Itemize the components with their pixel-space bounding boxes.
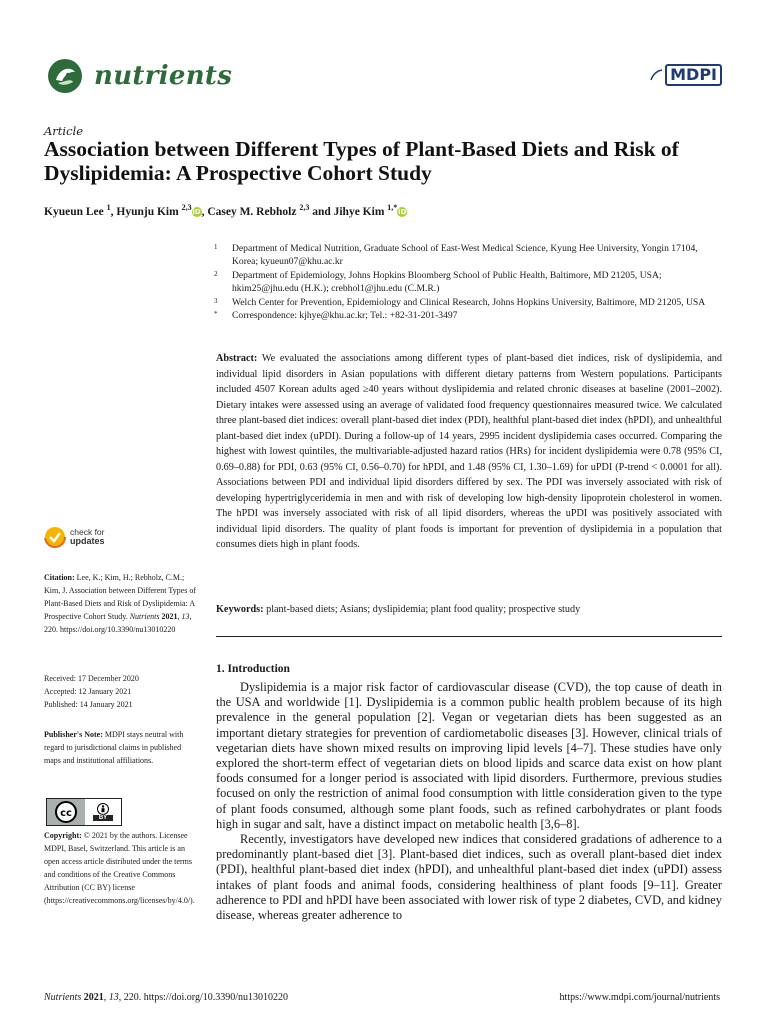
- publisher-name: MDPI: [665, 64, 722, 86]
- received-date: Received: 17 December 2020: [44, 674, 139, 683]
- footer-doi[interactable]: , 220. https://doi.org/10.3390/nu13010220: [118, 992, 289, 1003]
- citation-volume: 13: [181, 612, 190, 621]
- orcid-icon[interactable]: iD: [398, 208, 407, 217]
- abstract-text: We evaluated the associations among different types of plant-based diet indices, risk of dyslipidemia, and individual lipid disorders in Asian populations with different dietary patterns from Western populations. Participants included 4507 Korean adults aged ≥40 years without dyslipidemia and related chronic diseases at baseline (2001–2002). Dietary intakes were assessed using an average of validated food frequency questionnaires measured twice. We calculated three plant-based diet indices: overall plant-based diet index (PDI), healthful plant-based diet index (hPDI), and unhealthful plant-based diet index (uPDI). During a follow-up of 14 years, 2995 incident dyslipidemia cases occurred. Comparing the highest with lowest quintiles, the multivariable-adjusted hazard ratios (HRs) for incident dyslipidemia were 0.78 (95% CI, 0.69–0.88) for PDI, 0.63 (95% CI, 0.56–0.70) for hPDI, and 1.48 (95% CI, 1.30–1.69) for uPDI (P-trend < 0.0001 for all). Associations between PDI and individual lipid disorders differed by sex. The PDI was inversely associated with risk of developing hypertriglyceridemia in men and with risk of developing low high-density lipoprotein cholesterol in women. The hPDI was inversely associated with risk of all lipid disorders, whereas the uPDI was positively associated with individual lipid disorders. The quality of plant foods is important for prevention of dyslipidemia in a population that consumes diets high in plant foods.: [216, 353, 722, 550]
- keywords-text: plant-based diets; Asians; dyslipidemia; plant food quality; prospective study: [266, 604, 581, 615]
- citation-block: Citation: Lee, K.; Kim, H.; Rebholz, C.M.; Kim, J. Association between Different Types of Plant-Based Diets and Risk of Dyslipidemia: A Prospective Cohort Study. Nutrients 2021, 13, 220. https://doi.org/10.3390/nu13010220: [44, 573, 197, 634]
- affiliation-item: [214, 242, 724, 269]
- affiliation-text: Welch Center for Prevention, Epidemiology and Clinical Research, Johns Hopkins University, Baltimore, MD 21205, USA: [232, 296, 706, 308]
- keywords: [216, 602, 722, 617]
- journal-logo[interactable]: [44, 56, 232, 96]
- dates-block: [44, 672, 196, 711]
- article-title: Association between Different Types of Plant-Based Diets and Risk of Dyslipidemia: A Prospective Cohort Study: [44, 137, 679, 185]
- correspondence-text: Correspondence: kjhye@khu.ac.kr; Tel.: +82-31-201-3497: [232, 310, 458, 322]
- affiliation-text: Department of Medical Nutrition, Graduate School of East-West Medical Science, Kyung Hee University, Yongin 17104, Korea; kyueun07@khu.ac.kr: [232, 243, 698, 268]
- accepted-date: Accepted: 12 January 2021: [44, 687, 132, 696]
- copyright-block: [44, 829, 196, 907]
- footer-year: 2021: [83, 992, 104, 1003]
- publisher-note-label: Publisher's Note:: [44, 730, 103, 739]
- affiliation-text: Department of Epidemiology, Johns Hopkins Bloomberg School of Public Health, Baltimore, MD 21205, USA; hkim25@jhu.edu (H.K.); crebhol1@jhu.edu (C.M.R.): [232, 269, 662, 295]
- publisher-note-text: MDPI stays neutral with regard to jurisdictional claims in published maps and institutional affiliations.: [44, 730, 184, 765]
- footer-volume: 13: [108, 992, 119, 1003]
- attribution-person-icon: [97, 803, 109, 815]
- introduction-body: [216, 680, 722, 923]
- citation-journal: Nutrients: [129, 612, 160, 621]
- section-heading: 1. Introduction: [216, 663, 290, 675]
- copyright-text: © 2021 by the authors. Licensee MDPI, Basel, Switzerland. This article is an open access article distributed under the terms and conditions of the Creative Commons Attribution (CC BY) license (https://creativecommons.org/licenses/by/4.0/).: [44, 831, 195, 905]
- citation-doi[interactable]: , 220. https://doi.org/10.3390/nu13010220: [44, 612, 192, 634]
- affiliation-item: [214, 269, 724, 296]
- footer-citation: Nutrients 2021, 13, 220. https://doi.org/10.3390/nu13010220: [44, 992, 289, 1003]
- publisher-note: [44, 728, 196, 767]
- affiliation-item: [214, 309, 724, 322]
- cc-by-label: BY: [93, 815, 113, 821]
- check-label-1: check for: [70, 527, 105, 537]
- author-affiliation-marker: 1,*: [387, 203, 398, 212]
- mdpi-logo[interactable]: [649, 64, 722, 86]
- section-divider: [216, 636, 722, 637]
- affiliation-item: [214, 296, 724, 309]
- mdpi-flourish-icon: [649, 68, 663, 82]
- nutrients-logo-icon: [44, 56, 86, 96]
- article-type: Article: [44, 124, 84, 138]
- affiliation-number: 1: [214, 243, 218, 251]
- affiliation-number: *: [214, 310, 218, 319]
- citation-year: 2021: [161, 612, 178, 621]
- cc-logo-icon: [47, 799, 85, 825]
- author-name[interactable]: Hyunju Kim: [116, 205, 182, 218]
- copyright-label: Copyright:: [44, 831, 82, 840]
- author-name[interactable]: Casey M. Rebholz: [207, 205, 300, 218]
- affiliations: [214, 242, 724, 322]
- published-date: Published: 14 January 2021: [44, 700, 133, 709]
- check-label-2: updates: [70, 536, 105, 546]
- citation-text: Lee, K.; Kim, H.; Rebholz, C.M.; Kim, J. Association between Different Types of Plant-Based Diets and Risk of Dyslipidemia: A Prospective Cohort Study.: [44, 573, 197, 621]
- author-affiliation-marker: 2,3: [299, 203, 310, 212]
- cc-license-badge[interactable]: [46, 798, 122, 826]
- author-affiliation-marker: 1: [106, 203, 111, 212]
- author-name[interactable]: Jihye Kim: [333, 205, 388, 218]
- footer-journal: Nutrients: [44, 992, 82, 1003]
- citation-label: Citation:: [44, 573, 75, 582]
- abstract-label: Abstract:: [216, 353, 258, 364]
- abstract: [216, 351, 722, 553]
- author-name[interactable]: Kyueun Lee: [44, 205, 107, 218]
- author-list: Kyueun Lee $^1$, Hyunju Kim $^{2,3}$iD, Casey M. Rebholz $^{2,3}$ and Jihye Kim $^{1,*}$iD: [44, 203, 407, 218]
- author-affiliation-marker: 2,3: [181, 203, 192, 212]
- paragraph: Recently, investigators have developed new indices that considered gradations of adherence to a predominantly plant-based diet [3]. Plant-based diet indices, such as overall plant-based diet index (PDI), healthful plant-based diet index (hPDI), and unhealthful plant-based diet index (uPDI) assess intakes of plant foods and animal foods, considering healthiness of plant foods [9–11]. Greater adherence to PDI and hPDI have been associated with lower risk of type 2 diabetes, CVD, and kidney disease, whereas greater adherence to: [216, 832, 722, 923]
- keywords-label: Keywords:: [216, 604, 264, 615]
- journal-name: nutrients: [94, 61, 233, 91]
- affiliation-number: 3: [214, 296, 218, 305]
- paragraph: Dyslipidemia is a major risk factor of cardiovascular disease (CVD), the top cause of death in the USA and worldwide [1]. Dyslipidemia is a common public health problem because of its high prevalence in the general population [2]. Vegan or vegetarian diets has been suggested as an important dietary strategies for prevention of cardiometabolic diseases [3]. However, clinical trials of vegetarian diets have shown mixed results on improving lipid levels [4–7]. These studies have only explored the short-term effect of vegetarian diets on blood lipids and scarce data exist on how plant foods consumed for a longer period is associated with lipid disorders. Furthermore, previous studies focused on only the restriction of animal food consumption with little consideration given to the type of plant foods consumed, although some plant foods, such as refined carbohydrates or plant foods high in sugar and salt, have a distinct impact on metabolic health [3,6–8].: [216, 680, 722, 831]
- check-for-updates-badge[interactable]: [44, 526, 105, 548]
- affiliation-number: 2: [214, 269, 218, 278]
- orcid-icon[interactable]: iD: [192, 208, 201, 217]
- check-for-updates-icon: [44, 526, 66, 548]
- svg-text:cc: cc: [60, 808, 72, 819]
- footer-journal-url[interactable]: https://www.mdpi.com/journal/nutrients: [559, 992, 720, 1003]
